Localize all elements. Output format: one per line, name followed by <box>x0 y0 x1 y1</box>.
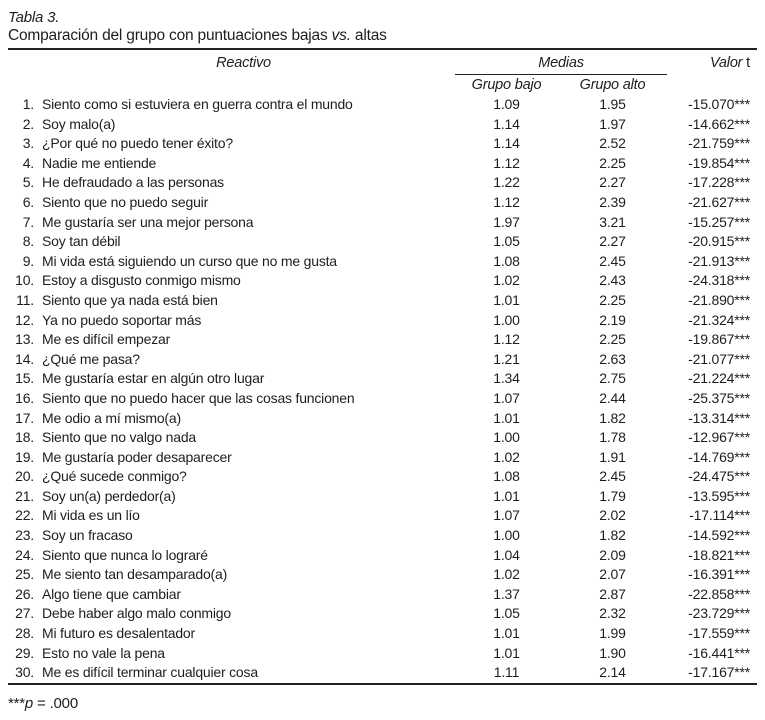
row-number: 27. <box>15 605 34 622</box>
table-title <box>8 27 757 48</box>
table-row <box>8 95 757 115</box>
grupo-alto-cell: 1.79 <box>599 487 626 504</box>
reactivo-cell: Siento como si estuviera en guerra contra el mundo <box>42 96 353 112</box>
grupo-bajo-cell: 1.08 <box>493 252 520 269</box>
grupo-alto-cell: 1.97 <box>599 115 626 132</box>
table-row <box>8 585 757 605</box>
reactivo-cell: Me siento tan desamparado(a) <box>42 566 228 583</box>
row-number: 26. <box>15 585 34 602</box>
grupo-bajo-cell: 1.01 <box>493 291 520 308</box>
reactivo-cell: Esto no vale la pena <box>42 644 165 661</box>
header-row-2 <box>8 74 757 95</box>
reactivo-cell: Me gustaría poder desaparecer <box>42 448 232 465</box>
row-number: 25. <box>15 566 34 583</box>
column-header-grupo-bajo: Grupo bajo <box>471 77 542 93</box>
grupo-bajo-cell: 1.05 <box>493 233 520 250</box>
grupo-alto-cell: 2.45 <box>599 252 626 269</box>
reactivo-cell: Me odio a mí mismo(a) <box>42 409 181 426</box>
valor-t-cell: -22.858*** <box>688 585 750 602</box>
header-row-1 <box>8 50 757 74</box>
grupo-bajo-cell: 1.01 <box>493 487 520 504</box>
grupo-bajo-cell: 1.05 <box>493 605 520 622</box>
grupo-alto-cell: 2.25 <box>599 291 626 308</box>
column-header-grupo-alto: Grupo alto <box>579 77 646 93</box>
valor-t-cell: -15.070*** <box>688 96 750 112</box>
table-row <box>8 663 757 684</box>
grupo-alto-cell: 2.63 <box>599 350 626 367</box>
reactivo-cell: Me gustaría estar en algún otro lugar <box>42 370 265 387</box>
table-row <box>8 271 757 291</box>
valor-t-cell: -17.167*** <box>688 664 750 681</box>
reactivo-cell: Siento que no puedo hacer que las cosas funcionen <box>42 389 355 406</box>
row-number: 29. <box>15 644 34 661</box>
grupo-alto-cell: 2.87 <box>599 585 626 602</box>
valor-t-cell: -16.441*** <box>688 644 750 661</box>
table-title-vs: vs. <box>331 27 351 44</box>
grupo-bajo-cell: 1.01 <box>493 409 520 426</box>
row-number: 21. <box>15 487 34 504</box>
reactivo-cell: Debe haber algo malo conmigo <box>42 605 231 622</box>
grupo-alto-cell: 1.91 <box>599 448 626 465</box>
row-number: 11. <box>16 291 34 308</box>
row-number: 28. <box>15 625 34 642</box>
grupo-bajo-cell: 1.08 <box>493 468 520 485</box>
row-number: 17. <box>15 409 34 426</box>
valor-t-cell: -21.224*** <box>688 370 750 387</box>
table-row <box>8 565 757 585</box>
table-row <box>8 173 757 193</box>
reactivo-cell: Soy un fracaso <box>42 527 133 544</box>
reactivo-cell: Algo tiene que cambiar <box>42 585 181 602</box>
column-header-valor-t <box>667 50 757 74</box>
reactivo-cell: ¿Qué me pasa? <box>42 350 140 367</box>
valor-t-cell: -21.077*** <box>688 350 750 367</box>
row-number: 14. <box>15 350 34 367</box>
grupo-alto-cell: 2.19 <box>599 311 626 328</box>
reactivo-cell: Mi futuro es desalentador <box>42 625 195 642</box>
grupo-alto-cell: 2.14 <box>599 664 626 681</box>
grupo-bajo-cell: 1.07 <box>493 507 520 524</box>
valor-t-cell: -13.595*** <box>688 487 750 504</box>
valor-t-cell: -18.821*** <box>688 546 750 563</box>
row-number: 7. <box>22 213 34 230</box>
row-number: 30. <box>15 664 34 681</box>
grupo-bajo-cell: 1.00 <box>493 311 520 328</box>
table-title-text: Comparación del grupo con puntuaciones bajas <box>8 27 332 44</box>
grupo-alto-cell: 2.27 <box>599 174 626 191</box>
reactivo-cell: Mi vida está siguiendo un curso que no me gusta <box>42 252 337 269</box>
grupo-alto-cell: 2.44 <box>599 389 626 406</box>
reactivo-cell: Estoy a disgusto conmigo mismo <box>42 272 241 289</box>
grupo-bajo-cell: 1.04 <box>493 546 520 563</box>
row-number: 2. <box>22 115 34 132</box>
table-row <box>8 526 757 546</box>
table-row <box>8 134 757 154</box>
table-row <box>8 369 757 389</box>
grupo-alto-cell: 1.95 <box>599 96 626 112</box>
row-number: 10. <box>15 272 34 289</box>
valor-t-cell: -19.854*** <box>688 154 750 171</box>
footnote-p-symbol: p <box>24 694 34 712</box>
reactivo-cell: Me gustaría ser una mejor persona <box>42 213 254 230</box>
reactivo-cell: Siento que ya nada está bien <box>42 291 218 308</box>
valor-t-cell: -17.114*** <box>689 507 750 524</box>
row-number: 4. <box>22 154 34 171</box>
grupo-alto-cell: 1.82 <box>599 409 626 426</box>
grupo-bajo-cell: 1.01 <box>493 625 520 642</box>
table-number-label: Tabla 3. <box>8 9 60 26</box>
valor-t-cell: -24.318*** <box>688 272 750 289</box>
grupo-alto-cell: 1.99 <box>599 625 626 642</box>
grupo-alto-cell: 1.90 <box>599 644 626 661</box>
table-header <box>8 50 757 95</box>
row-number: 20. <box>15 468 34 485</box>
valor-t-cell: -21.324*** <box>688 311 750 328</box>
grupo-bajo-cell: 1.21 <box>493 350 520 367</box>
column-header-reactivo: Reactivo <box>216 55 271 71</box>
row-number: 15. <box>15 370 34 387</box>
table-row <box>8 467 757 487</box>
grupo-bajo-cell: 1.12 <box>493 154 520 171</box>
grupo-alto-cell: 1.78 <box>599 429 626 446</box>
row-number: 23. <box>15 527 34 544</box>
reactivo-cell: Soy un(a) perdedor(a) <box>42 487 176 504</box>
row-number: 3. <box>22 135 34 152</box>
reactivo-cell: Nadie me entiende <box>42 154 157 171</box>
valor-t-cell: -13.314*** <box>688 409 750 426</box>
table-row <box>8 193 757 213</box>
grupo-alto-cell: 2.43 <box>599 272 626 289</box>
grupo-bajo-cell: 1.07 <box>493 389 520 406</box>
grupo-alto-cell: 2.27 <box>599 233 626 250</box>
table-row <box>8 330 757 350</box>
grupo-alto-cell: 2.07 <box>599 566 626 583</box>
valor-t-cell: -24.475*** <box>688 468 750 485</box>
header-spacer-left <box>8 74 455 95</box>
row-number: 5. <box>22 174 34 191</box>
row-number: 22. <box>15 507 34 524</box>
reactivo-cell: Siento que no valgo nada <box>42 429 196 446</box>
grupo-alto-cell: 2.25 <box>599 154 626 171</box>
grupo-alto-cell: 2.25 <box>599 331 626 348</box>
footnote-value: = .000 <box>33 694 78 712</box>
table-row <box>8 644 757 664</box>
row-number: 18. <box>15 429 34 446</box>
row-number: 12. <box>15 311 34 328</box>
valor-t-cell: -17.559*** <box>688 625 750 642</box>
grupo-alto-cell: 2.02 <box>599 507 626 524</box>
grupo-bajo-cell: 1.12 <box>493 331 520 348</box>
table-title-tail: altas <box>350 27 387 44</box>
table-row <box>8 428 757 448</box>
table-caption <box>8 8 757 50</box>
valor-t-cell: -21.627*** <box>688 193 750 210</box>
reactivo-cell: Me es difícil terminar cualquier cosa <box>42 664 258 681</box>
table-number <box>8 8 757 27</box>
footnote-stars: *** <box>8 694 25 712</box>
row-number: 6. <box>22 193 34 210</box>
grupo-alto-cell: 1.82 <box>599 527 626 544</box>
grupo-alto-cell: 3.21 <box>599 213 626 230</box>
reactivo-cell: Mi vida es un lío <box>42 507 140 524</box>
valor-t-cell: -21.759*** <box>688 135 750 152</box>
valor-t-symbol: t <box>746 55 750 71</box>
table-row <box>8 213 757 233</box>
valor-label: Valor <box>710 55 743 71</box>
table-row <box>8 448 757 468</box>
row-number: 9. <box>22 252 34 269</box>
table-row <box>8 291 757 311</box>
grupo-alto-cell: 2.52 <box>599 135 626 152</box>
table-row <box>8 604 757 624</box>
table-row <box>8 232 757 252</box>
reactivo-cell: Ya no puedo soportar más <box>42 311 202 328</box>
header-spacer-right <box>667 74 757 95</box>
grupo-bajo-cell: 1.14 <box>493 115 520 132</box>
table-row <box>8 154 757 174</box>
valor-t-cell: -14.592*** <box>688 527 750 544</box>
grupo-alto-cell: 2.09 <box>599 546 626 563</box>
grupo-bajo-cell: 1.02 <box>493 448 520 465</box>
grupo-bajo-cell: 1.09 <box>493 96 520 112</box>
table-body <box>8 95 757 684</box>
valor-t-cell: -16.391*** <box>688 566 750 583</box>
table-row <box>8 506 757 526</box>
valor-t-cell: -17.228*** <box>688 174 750 191</box>
grupo-bajo-cell: 1.02 <box>493 566 520 583</box>
table-row <box>8 546 757 566</box>
reactivo-cell: ¿Por qué no puedo tener éxito? <box>42 135 233 152</box>
valor-t-cell: -23.729*** <box>688 605 750 622</box>
valor-t-cell: -15.257*** <box>688 213 750 230</box>
row-number: 19. <box>15 448 34 465</box>
table-row <box>8 115 757 135</box>
table-row <box>8 624 757 644</box>
row-number: 16. <box>15 389 34 406</box>
grupo-bajo-cell: 1.12 <box>493 193 520 210</box>
valor-t-cell: -14.769*** <box>688 448 750 465</box>
grupo-alto-cell: 2.39 <box>599 193 626 210</box>
grupo-bajo-cell: 1.02 <box>493 272 520 289</box>
grupo-alto-cell: 2.75 <box>599 370 626 387</box>
grupo-alto-cell: 2.45 <box>599 468 626 485</box>
reactivo-cell: Me es difícil empezar <box>42 331 171 348</box>
valor-t-cell: -21.913*** <box>688 252 750 269</box>
grupo-alto-cell: 2.32 <box>599 605 626 622</box>
grupo-bajo-cell: 1.01 <box>493 644 520 661</box>
valor-t-cell: -19.867*** <box>688 331 750 348</box>
grupo-bajo-cell: 1.14 <box>493 135 520 152</box>
table-row <box>8 252 757 272</box>
valor-t-cell: -21.890*** <box>688 291 750 308</box>
table-row <box>8 409 757 429</box>
row-number: 1. <box>22 96 34 112</box>
comparison-table <box>8 50 757 685</box>
grupo-bajo-cell: 1.00 <box>493 429 520 446</box>
grupo-bajo-cell: 1.34 <box>493 370 520 387</box>
valor-t-cell: -20.915*** <box>688 233 750 250</box>
table-row <box>8 389 757 409</box>
valor-t-cell: -12.967*** <box>688 429 750 446</box>
valor-t-cell: -25.375*** <box>688 389 750 406</box>
valor-t-cell: -14.662*** <box>688 115 750 132</box>
grupo-bajo-cell: 1.11 <box>493 664 520 681</box>
reactivo-cell: Siento que nunca lo lograré <box>42 546 208 563</box>
reactivo-cell: ¿Qué sucede conmigo? <box>42 468 187 485</box>
table-row <box>8 311 757 331</box>
table-row <box>8 350 757 370</box>
grupo-bajo-cell: 1.97 <box>493 213 520 230</box>
reactivo-cell: Siento que no puedo seguir <box>42 193 209 210</box>
row-number: 24. <box>15 546 34 563</box>
reactivo-cell: Soy tan débil <box>42 233 121 250</box>
grupo-bajo-cell: 1.00 <box>493 527 520 544</box>
row-number: 13. <box>15 331 34 348</box>
footnote <box>8 695 757 713</box>
column-header-medias: Medias <box>455 50 667 74</box>
row-number: 8. <box>22 233 34 250</box>
reactivo-cell: Soy malo(a) <box>42 115 116 132</box>
table-row <box>8 487 757 507</box>
grupo-bajo-cell: 1.37 <box>493 585 520 602</box>
grupo-bajo-cell: 1.22 <box>493 174 520 191</box>
reactivo-cell: He defraudado a las personas <box>42 174 224 191</box>
